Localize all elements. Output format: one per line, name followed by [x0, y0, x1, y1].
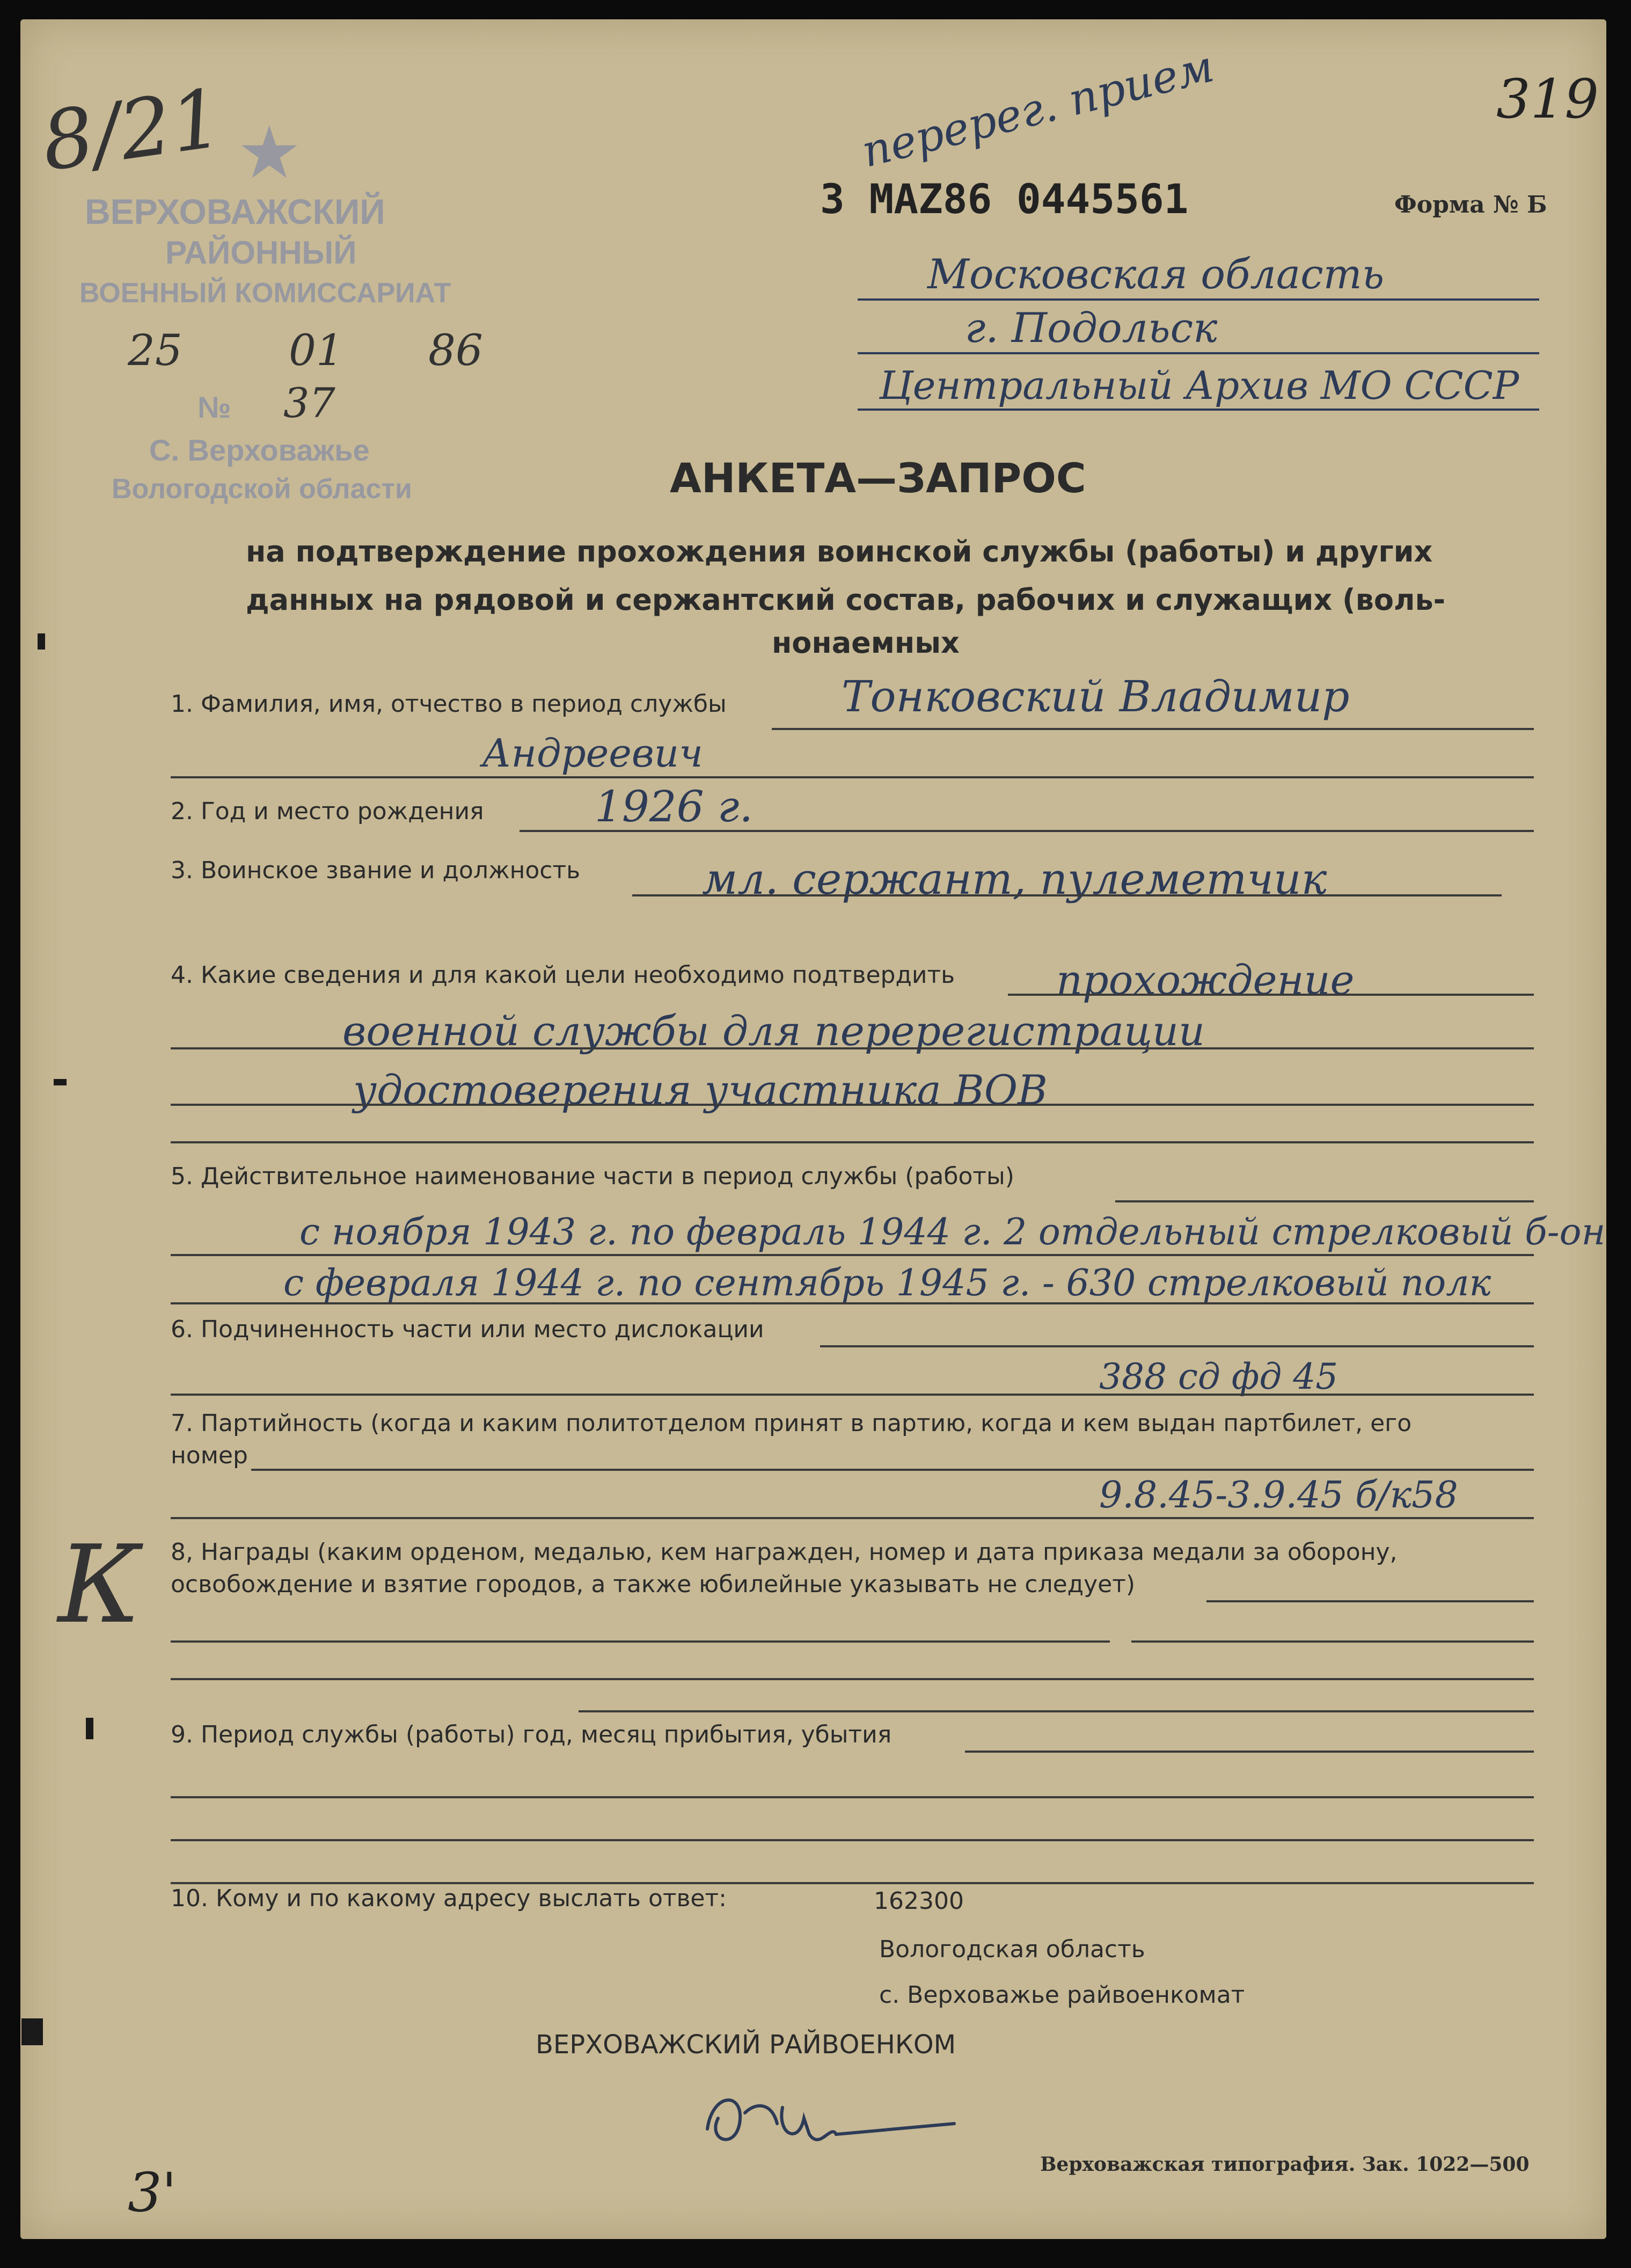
subtitle-line3: нонаемных — [772, 626, 960, 660]
q9-label: 9. Период службы (работы) год, месяц прибытия, убытия — [171, 1721, 892, 1748]
stamp-number-label: № — [198, 390, 231, 424]
corner-mark: 8/21 — [36, 71, 229, 189]
q7-label-line2: номер — [171, 1442, 248, 1469]
q3-answer: мл. сержант, пулеметчик — [702, 854, 1327, 904]
stamp-day: 25 — [128, 325, 182, 375]
stamp-number-value: 37 — [283, 379, 335, 427]
stamp-month: 01 — [289, 325, 343, 375]
stamp-place2: Вологодской области — [112, 473, 412, 505]
q10-address2: Вологодская область — [879, 1936, 1145, 1963]
q5-answer1: с ноября 1943 г. по февраль 1944 г. 2 отдельный стрелковый б-он — [299, 1211, 1606, 1253]
stamp-year: 86 — [428, 325, 483, 375]
q10-address1: 162300 — [874, 1887, 964, 1915]
form-title: АНКЕТА—ЗАПРОС — [670, 454, 1086, 502]
signature-org: ВЕРХОВАЖСКИЙ РАЙВОЕНКОМ — [536, 2030, 956, 2060]
q4-answer3: удостоверения участника ВОВ — [353, 1066, 1048, 1114]
q6-label: 6. Подчиненность части или место дислокации — [171, 1316, 764, 1343]
recipient-line3: Центральный Архив МО СССР — [879, 363, 1519, 408]
q4-answer2: военной службы для перерегистрации — [342, 1007, 1205, 1055]
form-label: Форма № Б — [1394, 191, 1547, 218]
stamp-line2: РАЙОННЫЙ — [165, 235, 357, 271]
q10-label: 10. Кому и по какому адресу выслать ответ: — [171, 1885, 727, 1912]
punch-mark — [21, 2018, 43, 2045]
stamp-line1: ВЕРХОВАЖСКИЙ — [85, 192, 385, 231]
q7-answer: 9.8.45-3.9.45 б/к58 — [1099, 1474, 1458, 1516]
stamp-place1: С. Верховажье — [149, 433, 370, 467]
punch-mark — [54, 1079, 67, 1085]
bottom-mark: 3' — [128, 2161, 177, 2224]
q1-answer1: Тонковский Владимир — [842, 672, 1350, 721]
form-sheet — [20, 19, 1606, 2239]
q7-label-line1: 7. Партийность (когда и каким политотделом принят в партию, когда и кем выдан партбилет, его — [171, 1410, 1412, 1437]
signature — [697, 2070, 1019, 2167]
q6-answer: 388 сд фд 45 — [1099, 1356, 1339, 1397]
subtitle-line2: данных на рядовой и сержантский состав, рабочих и служащих (воль- — [246, 583, 1446, 617]
printer-imprint: Верховажская типография. Зак. 1022—500 — [1040, 2153, 1530, 2176]
margin-mark: К — [58, 1522, 141, 1647]
top-handwritten-note: перерег. прием — [857, 41, 1219, 178]
q5-label: 5. Действительное наименование части в период службы (работы) — [171, 1163, 1014, 1190]
punch-mark — [38, 633, 45, 650]
archive-number: 3 MAZ86 0445561 — [820, 175, 1189, 223]
recipient-line1: Московская область — [927, 250, 1385, 298]
q8-label-line1: 8, Награды (каким орденом, медалью, кем награжден, номер и дата приказа медали за оборону, — [171, 1538, 1398, 1566]
q8-label-line2: освобождение и взятие городов, а также юбилейные указывать не следует) — [171, 1571, 1135, 1598]
q10-address3: с. Верховажье райвоенкомат — [879, 1981, 1245, 2009]
subtitle-line1: на подтверждение прохождения воинской службы (работы) и других — [246, 535, 1433, 568]
q1-answer2: Андреевич — [482, 731, 703, 776]
star-icon: ★ — [240, 117, 298, 189]
stamp-line3: ВОЕННЫЙ КОМИССАРИАТ — [79, 278, 451, 309]
q4-label: 4. Какие сведения и для какой цели необходимо подтвердить — [171, 961, 955, 989]
q3-label: 3. Воинское звание и должность — [171, 857, 581, 884]
recipient-line2: г. Подольск — [965, 304, 1218, 352]
punch-mark — [86, 1718, 93, 1739]
page-number: 319 — [1496, 68, 1599, 130]
q1-label: 1. Фамилия, имя, отчество в период службы — [171, 690, 727, 718]
q5-answer2: с февраля 1944 г. по сентябрь 1945 г. - 630 стрелковый полк — [283, 1262, 1491, 1304]
q2-label: 2. Год и место рождения — [171, 798, 484, 825]
q4-answer1: прохождение — [1056, 956, 1355, 1004]
q2-answer: 1926 г. — [595, 782, 753, 832]
